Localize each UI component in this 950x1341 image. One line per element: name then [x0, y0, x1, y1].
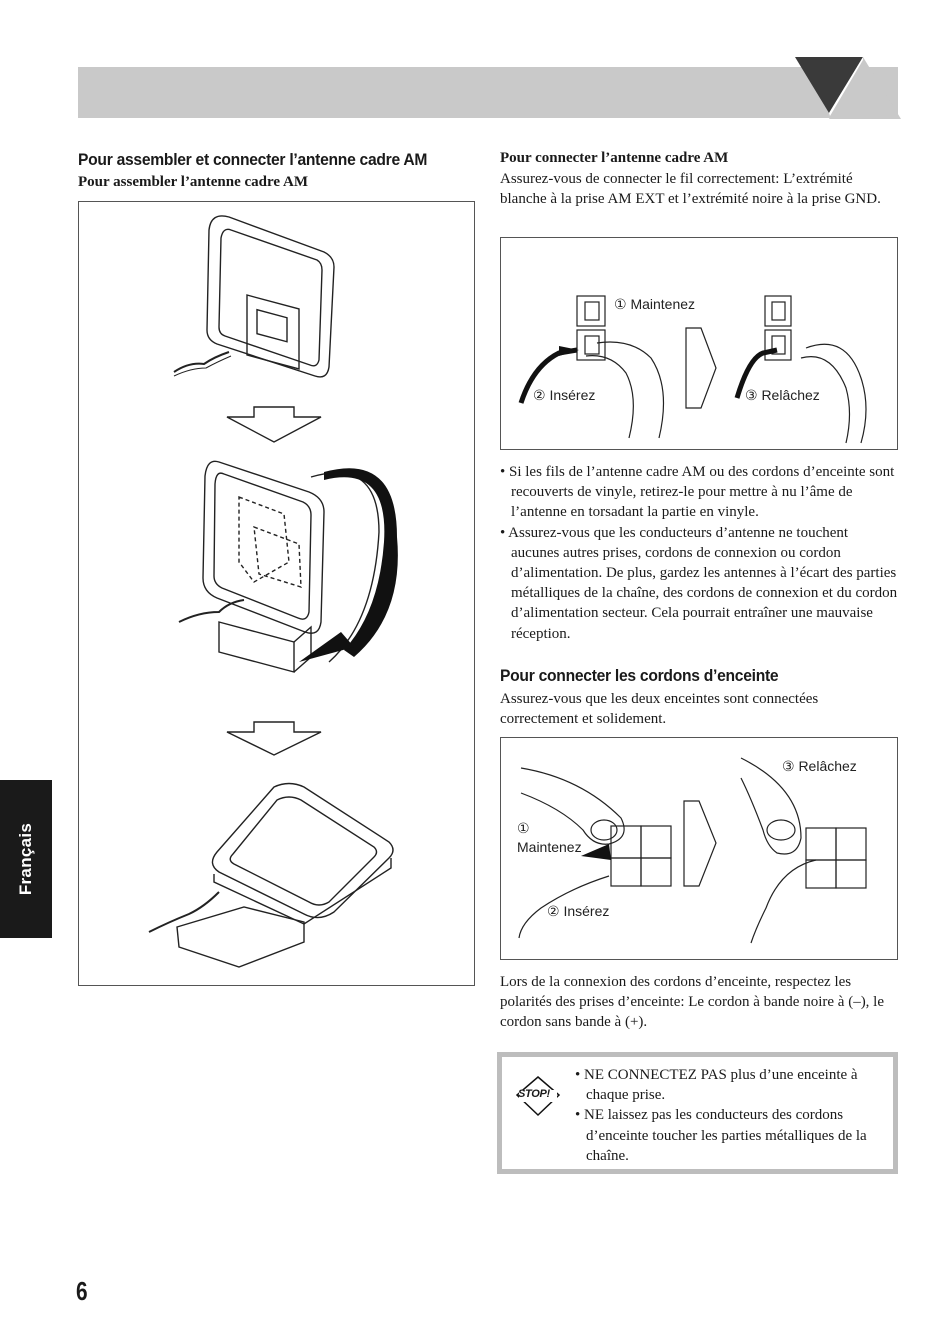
stop-icon-text: STOP! — [518, 1088, 550, 1100]
connect-am-text: Assurez-vous de connecter le fil correctement: L’extrémité blanche à la prise AM EXT et l’extrémité noire à la prise GND. — [500, 171, 881, 207]
header-triangle-icon — [795, 57, 901, 119]
language-tab — [0, 780, 52, 938]
warning-item-2: • NE laissez pas les conducteurs des cordons d’enceinte toucher les parties métalliques de la chaîne. — [575, 1107, 867, 1164]
subheading-assemble: Pour assembler l’antenne cadre AM — [78, 174, 308, 190]
fig2-label-insert: ② Insérez — [547, 903, 610, 919]
connect-am-title: Pour connecter l’antenne cadre AM — [500, 150, 729, 166]
warning-list — [575, 1065, 893, 1166]
language-tab-label: Français — [16, 822, 35, 896]
fig2-label-release: ③ Relâchez — [782, 758, 857, 774]
antenna-assembly-illustration — [79, 202, 474, 985]
antenna-note-2: • Assurez-vous que les conducteurs d’antenne ne touchent aucunes autres prises, cordons de connexion ou cordon d’alimentation. De plus, gardez les antennes à l’écart des parties métalliques de la chaîne, des cordons de connexion et du cordon d’alimentation secteur. Cela pourrait entraîner une mauvaise réception. — [500, 524, 898, 642]
fig2-label-hold-num: ① — [517, 820, 530, 836]
antenna-notes-list — [500, 462, 898, 644]
warning-box — [497, 1052, 898, 1174]
am-terminal-illustration — [501, 238, 897, 449]
speaker-text: Assurez-vous que les deux enceintes sont connectées correctement et solidement. — [500, 691, 819, 727]
am-connection-figure — [500, 237, 898, 450]
section-heading-speaker: Pour connecter les cordons d’enceinte — [500, 666, 779, 685]
stop-hand-icon — [515, 1075, 561, 1117]
polarity-text: Lors de la connexion des cordons d’enceinte, respectez les polarités des prises d’enceinte: Le cordon à bande noire à (–), le cordon sans bande à (+). — [500, 974, 885, 1030]
warning-item-1: • NE CONNECTEZ PAS plus d’une enceinte à chaque prise. — [575, 1067, 858, 1104]
section-heading-antenna: Pour assembler et connecter l’antenne cadre AM — [78, 150, 428, 169]
page-number: 6 — [76, 1276, 88, 1306]
speaker-connection-figure — [500, 737, 898, 960]
fig1-label-insert: ② Insérez — [533, 387, 596, 403]
header-bar — [78, 67, 898, 118]
fig1-label-hold: ① Maintenez — [614, 296, 696, 312]
fig2-label-hold: Maintenez — [517, 839, 582, 855]
antenna-assembly-figure — [78, 201, 475, 986]
antenna-note-1: • Si les fils de l’antenne cadre AM ou des cordons d’enceinte sont recouverts de vinyle, retirez-le pour mettre à nu l’âme de l’antenne en torsadant la partie en vinyle. — [500, 464, 895, 521]
fig1-label-release: ③ Relâchez — [745, 387, 820, 403]
